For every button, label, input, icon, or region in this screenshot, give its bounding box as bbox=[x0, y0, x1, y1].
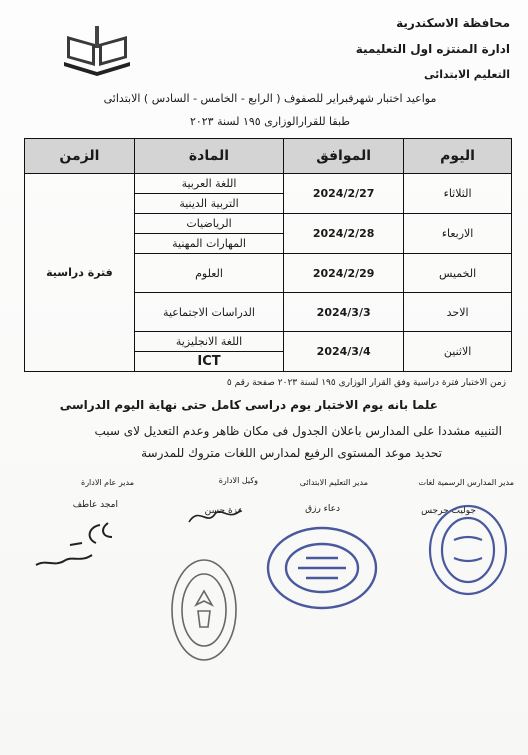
subject-name: الرياضيات bbox=[135, 214, 283, 234]
handwritten-signature-icon bbox=[30, 515, 120, 575]
day-cell: الاحد bbox=[404, 293, 512, 332]
header-department: التعليم الابتدائى bbox=[423, 68, 510, 81]
schedule-title: مواعيد اختبار شهرفبراير للصفوف ( الرابع - الخامس - السادس ) الابتدائى bbox=[103, 92, 437, 105]
subject-name: اللغة العربية bbox=[135, 174, 283, 194]
header-day: اليوم bbox=[404, 139, 512, 174]
subject-name: الدراسات الاجتماعية bbox=[163, 305, 255, 319]
schedule-subtitle: طبقا للقرارالوزارى ١٩٥ لسنة ٢٠٢٣ bbox=[189, 115, 351, 128]
handwritten-signature-icon bbox=[185, 500, 245, 530]
subject-name: العلوم bbox=[195, 266, 223, 280]
subject-cell bbox=[134, 214, 283, 254]
signature-name: امجد عاطف bbox=[72, 500, 118, 510]
date-cell: 2024/2/27 bbox=[284, 174, 404, 214]
date-cell: 2024/3/4 bbox=[284, 332, 404, 372]
signature-title: مدير التعليم الابتدائى bbox=[299, 478, 368, 487]
school-stamp-icon bbox=[420, 500, 510, 600]
time-cell: فترة دراسية bbox=[25, 174, 135, 372]
date-cell: 2024/2/28 bbox=[284, 214, 404, 254]
subject-cell bbox=[134, 254, 283, 293]
department-stamp-icon bbox=[262, 520, 382, 615]
signature-name: دعاء رزق bbox=[305, 504, 340, 514]
subject-cell bbox=[134, 332, 283, 372]
header-time: الزمن bbox=[25, 139, 135, 174]
header-subject: المادة bbox=[134, 139, 283, 174]
ministry-eagle-seal-icon bbox=[168, 555, 240, 665]
header-administration: ادارة المنتزه اول التعليمية bbox=[355, 42, 510, 56]
note-announce-schedule: التنبيه مشددا على المدارس باعلان الجدول فى مكان ظاهر وعدم التعديل لاى سبب bbox=[94, 424, 502, 438]
table-row bbox=[25, 174, 512, 214]
note-full-school-day: علما بانه يوم الاختبار يوم دراسى كامل حتى نهاية اليوم الدراسى bbox=[59, 398, 438, 412]
subject-name: التربية الدينية bbox=[179, 197, 239, 210]
exam-schedule-table bbox=[24, 138, 512, 372]
ministry-book-logo-icon bbox=[62, 26, 132, 76]
note-language-schools: تحديد موعد المستوى الرفيع لمدارس اللغات متروك للمدرسة bbox=[141, 446, 442, 460]
signature-name: جوليت جرجس bbox=[421, 506, 476, 516]
note-exam-duration: زمن الاختبار فترة دراسية وفق القرار الوزارى ١٩٥ لسنة ٢٠٢٣ صفحة رقم ٥ bbox=[226, 378, 506, 388]
subject-name: اللغة الانجليزية bbox=[135, 332, 283, 352]
subject-name: المهارات المهنية bbox=[172, 237, 246, 250]
header-governorate: محافظة الاسكندرية bbox=[396, 16, 510, 30]
subject-cell bbox=[134, 293, 283, 332]
signature-title: مدير عام الادارة bbox=[81, 478, 134, 487]
day-cell: الاثنين bbox=[404, 332, 512, 372]
signature-title: مدير المدارس الرسمية لغات bbox=[418, 478, 514, 487]
subject-name: ICT bbox=[197, 354, 221, 369]
signature-title: وكيل الادارة bbox=[218, 476, 258, 485]
date-cell: 2024/2/29 bbox=[284, 254, 404, 293]
day-cell: الثلاثاء bbox=[404, 174, 512, 214]
header-date: الموافق bbox=[284, 139, 404, 174]
signature-name: عزة حسن bbox=[204, 506, 243, 516]
day-cell: الخميس bbox=[404, 254, 512, 293]
table-header-row bbox=[25, 139, 512, 174]
date-cell: 2024/3/3 bbox=[284, 293, 404, 332]
subject-cell bbox=[134, 174, 283, 214]
day-cell: الاربعاء bbox=[404, 214, 512, 254]
